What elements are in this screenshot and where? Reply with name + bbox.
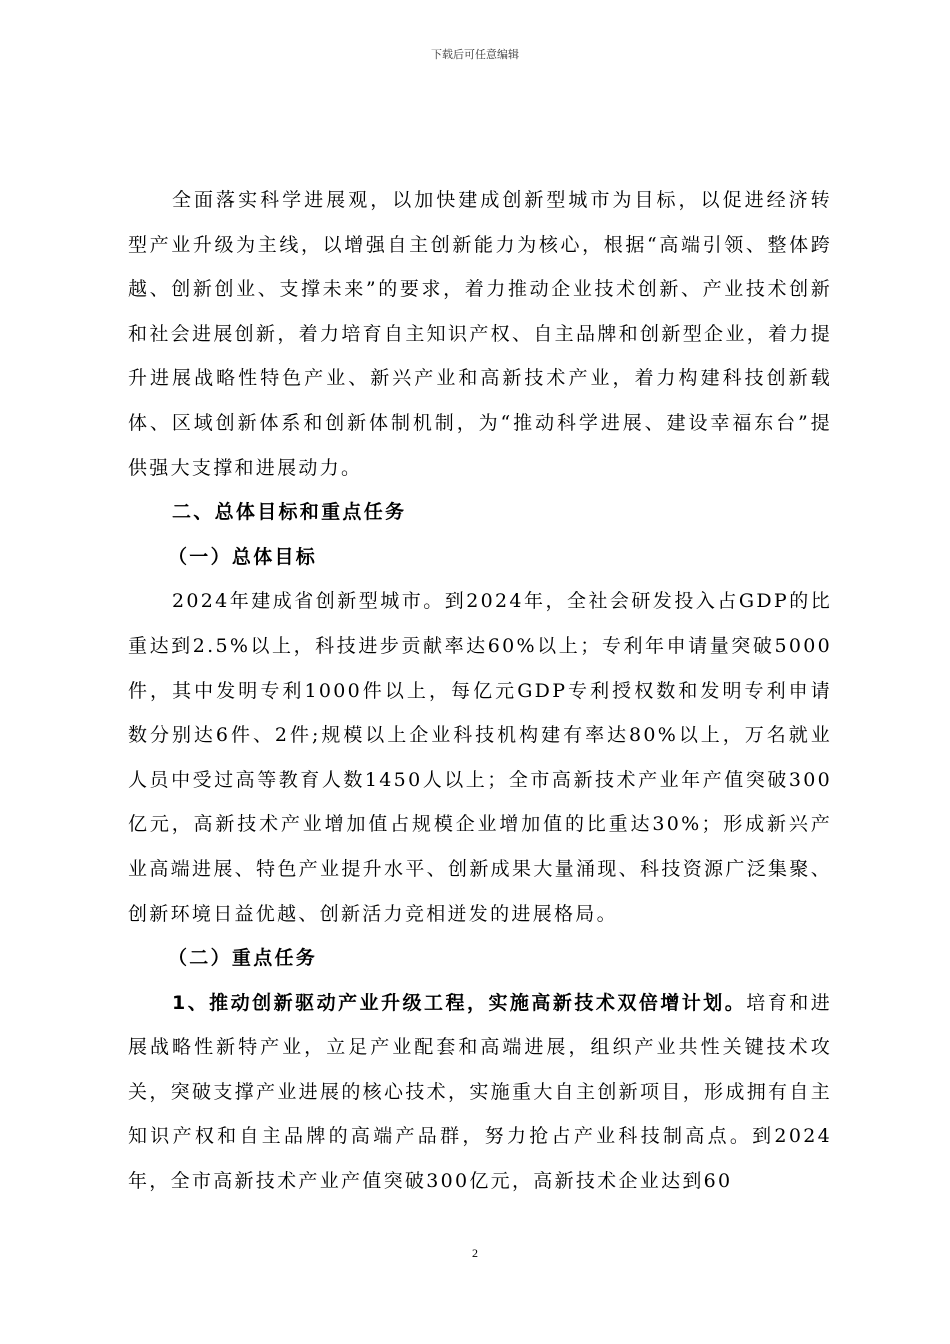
task-1-title: 1、推动创新驱动产业升级工程，实施高新技术双倍增计划。	[172, 991, 747, 1014]
task-1-body: 培育和进展战略性新特产业，立足产业配套和高端进展，组织产业共性关键技术攻关，突破支撑产业进展的核心技术，实施重大自主创新项目，形成拥有自主知识产权和自主品牌的高端产品群，努力抢占产业科技制高点。到2024年，全市高新技术产业产值突破300亿元，高新技术企业达到60	[128, 991, 832, 1193]
section-heading: 二、总体目标和重点任务	[172, 501, 407, 524]
goals-paragraph: 2024年建成省创新型城市。到2024年，全社会研发投入占GDP的比重达到2.5%以上，科技进步贡献率达60%以上；专利年申请量突破5000件，其中发明专利1000件以上，每亿元GDP专利授权数和发明专利申请数分别达6件、2件;规模以上企业科技机构建有率达80%以上，万名就业人员中受过高等教育人数1450人以上；全市高新技术产业年产值突破300亿元，高新技术产业增加值占规模企业增加值的比重达30%；形成新兴产业高端进展、特色产业提升水平、创新成果大量涌现、科技资源广泛集聚、创新环境日益优越、创新活力竞相迸发的进展格局。	[128, 590, 832, 925]
document-body	[128, 178, 832, 1204]
subheading-key-tasks: （二）重点任务	[168, 947, 318, 970]
header-note: 下载后可任意编辑	[431, 48, 519, 61]
task-1-paragraph	[128, 981, 832, 1204]
subheading-overall-goals: （一）总体目标	[168, 545, 318, 568]
page-number: 2	[472, 1246, 478, 1260]
intro-paragraph: 全面落实科学进展观，以加快建成创新型城市为目标，以促进经济转型产业升级为主线，以增强自主创新能力为核心，根据“高端引领、整体跨越、创新创业、支撑未来”的要求，着力推动企业技术创新、产业技术创新和社会进展创新，着力培育自主知识产权、自主品牌和创新型企业，着力提升进展战略性特色产业、新兴产业和高新技术产业，着力构建科技创新载体、区域创新体系和创新体制机制，为“推动科学进展、建设幸福东台”提供强大支撑和进展动力。	[128, 189, 832, 479]
